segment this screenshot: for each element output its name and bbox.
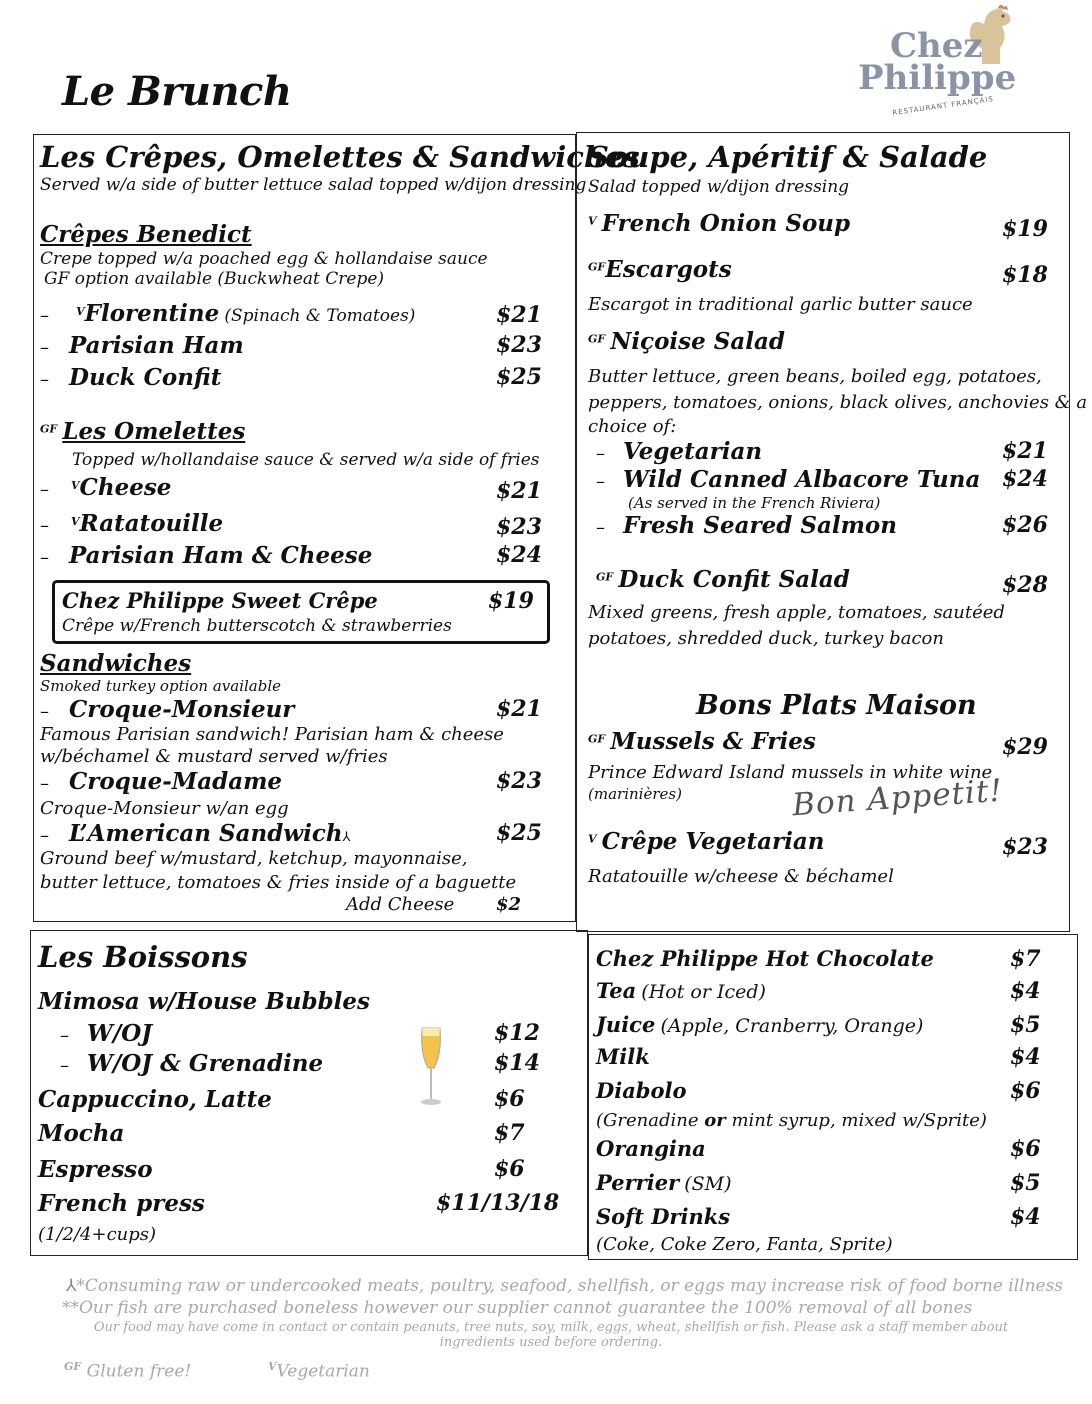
price: $7 bbox=[494, 1120, 525, 1146]
price: $18 bbox=[1002, 262, 1048, 288]
menu-item: – W/OJ bbox=[60, 1020, 153, 1047]
v-legend: $^V$Vegetarian bbox=[268, 1360, 370, 1382]
price: $6 bbox=[494, 1086, 525, 1112]
page-title: Le Brunch bbox=[62, 68, 292, 115]
price: $21 bbox=[496, 696, 542, 722]
restaurant-logo bbox=[856, 4, 1046, 122]
bons-plats-title: Bons Plats Maison bbox=[696, 690, 977, 721]
boissons-title: Les Boissons bbox=[38, 940, 248, 974]
item-desc: Famous Parisian sandwich! Parisian ham & cheese bbox=[40, 724, 504, 745]
item-desc: Mixed greens, fresh apple, tomatoes, sautéed bbox=[588, 602, 1005, 623]
allergen-warning: Our food may have come in contact or contain peanuts, tree nuts, soy, milk, eggs, wheat, shellfish or fish. Please ask a staff member about ingredients used before ordering. bbox=[93, 1320, 1009, 1350]
price: $23 bbox=[496, 768, 542, 794]
menu-item: $^{GF}$ Duck Confit Salad bbox=[596, 566, 850, 593]
menu-item: $^{GF}$Escargots bbox=[588, 256, 732, 283]
price: $29 bbox=[1002, 734, 1048, 760]
menu-item: – Parisian Ham & Cheese bbox=[40, 542, 373, 569]
price: $28 bbox=[1002, 572, 1048, 598]
price: $5 bbox=[1010, 1012, 1041, 1038]
omelettes-heading: $^{GF}$ Les Omelettes bbox=[40, 418, 246, 445]
item-desc: potatoes, shredded duck, turkey bacon bbox=[588, 628, 944, 649]
menu-item: – L’American Sandwich⅄ bbox=[40, 820, 351, 847]
drink-row: Tea (Hot or Iced) bbox=[596, 978, 766, 1003]
item-desc: (Coke, Coke Zero, Fanta, Sprite) bbox=[596, 1234, 893, 1255]
item-desc: (marinières) bbox=[588, 785, 682, 803]
sweet-crepe-name: Chez Philippe Sweet Crêpe bbox=[62, 588, 378, 613]
raw-food-warning: ⅄*Consuming raw or undercooked meats, poultry, seafood, shellfish, or eggs may increase risk of food borne illness bbox=[66, 1276, 1064, 1296]
menu-item: – W/OJ & Grenadine bbox=[60, 1050, 324, 1077]
item-desc: (1/2/4+cups) bbox=[38, 1224, 157, 1245]
menu-item: – Croque-Madame bbox=[40, 768, 283, 795]
addon-label: Add Cheese bbox=[346, 894, 455, 915]
drink-name: Espresso bbox=[38, 1156, 153, 1183]
benedict-title: Crêpes Benedict bbox=[40, 221, 252, 248]
price: $11/13/18 bbox=[436, 1190, 560, 1216]
price: $24 bbox=[1002, 466, 1048, 492]
mimosa-heading: Mimosa w/House Bubbles bbox=[38, 988, 370, 1015]
price: $23 bbox=[1002, 834, 1048, 860]
fish-bones-warning: **Our fish are purchased boneless however our supplier cannot guarantee the 100% removal of all bones bbox=[62, 1298, 973, 1318]
price: $21 bbox=[496, 302, 542, 328]
crepes-subtitle: Served w/a side of butter lettuce salad topped w/dijon dressing bbox=[40, 175, 587, 195]
price: $6 bbox=[1010, 1078, 1041, 1104]
menu-item: $^{GF}$ Mussels & Fries bbox=[588, 728, 816, 755]
soupe-title: Soupe, Apéritif & Salade bbox=[588, 140, 988, 174]
drink-row: Perrier (SM) bbox=[596, 1170, 732, 1195]
sweet-crepe-desc: Crêpe w/French butterscotch & strawberries bbox=[62, 616, 452, 636]
menu-item: – Wild Canned Albacore Tuna bbox=[596, 466, 981, 493]
price: $25 bbox=[496, 820, 542, 846]
menu-item: – Fresh Seared Salmon bbox=[596, 512, 897, 539]
menu-item: – $^V$Cheese bbox=[40, 474, 172, 501]
sandwiches-title: Sandwiches bbox=[40, 650, 192, 677]
price: $7 bbox=[1010, 946, 1041, 972]
drink-name: Diabolo bbox=[596, 1078, 687, 1103]
diabolo-note: (Grenadine or mint syrup, mixed w/Sprite) bbox=[596, 1110, 987, 1131]
item-desc: w/béchamel & mustard served w/fries bbox=[40, 746, 388, 767]
item-desc: Butter lettuce, green beans, boiled egg, potatoes, bbox=[588, 366, 1042, 387]
item-desc: butter lettuce, tomatoes & fries inside of a baguette bbox=[40, 872, 517, 893]
fish-warning-icon: ⅄ bbox=[342, 830, 351, 845]
price: $24 bbox=[496, 542, 542, 568]
drink-name: Cappuccino, Latte bbox=[38, 1086, 272, 1113]
gf-legend: $^{GF}$ Gluten free! bbox=[64, 1360, 192, 1382]
item-desc: Ground beef w/mustard, ketchup, mayonnaise, bbox=[40, 848, 468, 869]
price: $25 bbox=[496, 364, 542, 390]
drink-name: Soft Drinks bbox=[596, 1204, 731, 1229]
menu-item: $^V$ French Onion Soup bbox=[588, 210, 851, 237]
logo-text-philippe: Philippe bbox=[858, 58, 1017, 98]
drink-row: Juice (Apple, Cranberry, Orange) bbox=[596, 1012, 924, 1037]
item-desc: peppers, tomatoes, onions, black olives, anchovies & a bbox=[588, 392, 1088, 413]
price: $23 bbox=[496, 332, 542, 358]
bon-appetit-script: Bon Appetit! bbox=[791, 772, 1004, 824]
logo-subtitle: RESTAURANT FRANÇAIS bbox=[891, 94, 995, 118]
menu-item: – $^V$Ratatouille bbox=[40, 510, 224, 537]
drink-name: French press bbox=[38, 1190, 205, 1217]
price: $26 bbox=[1002, 512, 1048, 538]
price: $21 bbox=[496, 478, 542, 504]
menu-item: $^V$ Crêpe Vegetarian bbox=[588, 828, 825, 855]
logo-text-chez: Chez bbox=[890, 26, 983, 66]
item-desc: Ratatouille w/cheese & béchamel bbox=[588, 866, 894, 887]
item-desc: Croque-Monsieur w/an egg bbox=[40, 798, 289, 819]
drink-name: Orangina bbox=[596, 1136, 706, 1161]
price: $6 bbox=[1010, 1136, 1041, 1162]
price: $14 bbox=[494, 1050, 540, 1076]
item-desc: Escargot in traditional garlic butter sauce bbox=[588, 294, 973, 315]
price: $23 bbox=[496, 514, 542, 540]
price: $5 bbox=[1010, 1170, 1041, 1196]
sandwiches-desc: Smoked turkey option available bbox=[40, 677, 282, 695]
price: $12 bbox=[494, 1020, 540, 1046]
menu-item: $^{GF}$ Niçoise Salad bbox=[588, 328, 785, 355]
item-desc: choice of: bbox=[588, 416, 677, 437]
price: $21 bbox=[1002, 438, 1048, 464]
price: $4 bbox=[1010, 1044, 1041, 1070]
crepes-title: Les Crêpes, Omelettes & Sandwiches bbox=[40, 140, 640, 174]
menu-item: – Parisian Ham bbox=[40, 332, 244, 359]
soupe-subtitle: Salad topped w/dijon dressing bbox=[588, 177, 850, 197]
addon-price: $2 bbox=[496, 894, 522, 915]
menu-item: – Duck Confit bbox=[40, 364, 222, 391]
champagne-glass-icon bbox=[416, 1024, 446, 1108]
price: $6 bbox=[494, 1156, 525, 1182]
price: $19 bbox=[488, 588, 534, 614]
benedict-gf-note: GF option available (Buckwheat Crepe) bbox=[44, 269, 385, 289]
benedict-desc: Crepe topped w/a poached egg & hollandaise sauce bbox=[40, 249, 488, 269]
drink-name: Milk bbox=[596, 1044, 650, 1069]
price: $19 bbox=[1002, 216, 1048, 242]
drink-name: Mocha bbox=[38, 1120, 125, 1147]
menu-item: – Vegetarian bbox=[596, 438, 763, 465]
menu-item: – Croque-Monsieur bbox=[40, 696, 295, 723]
price: $4 bbox=[1010, 978, 1041, 1004]
fish-warning-icon: ⅄ bbox=[66, 1276, 77, 1296]
price: $4 bbox=[1010, 1204, 1041, 1230]
item-note: (As served in the French Riviera) bbox=[628, 494, 881, 512]
item-desc: Prince Edward Island mussels in white wine bbox=[588, 762, 993, 783]
menu-item: – $^V$Florentine (Spinach & Tomatoes) bbox=[40, 300, 416, 327]
omelettes-desc: Topped w/hollandaise sauce & served w/a side of fries bbox=[72, 450, 540, 470]
drink-name: Chez Philippe Hot Chocolate bbox=[596, 946, 934, 971]
